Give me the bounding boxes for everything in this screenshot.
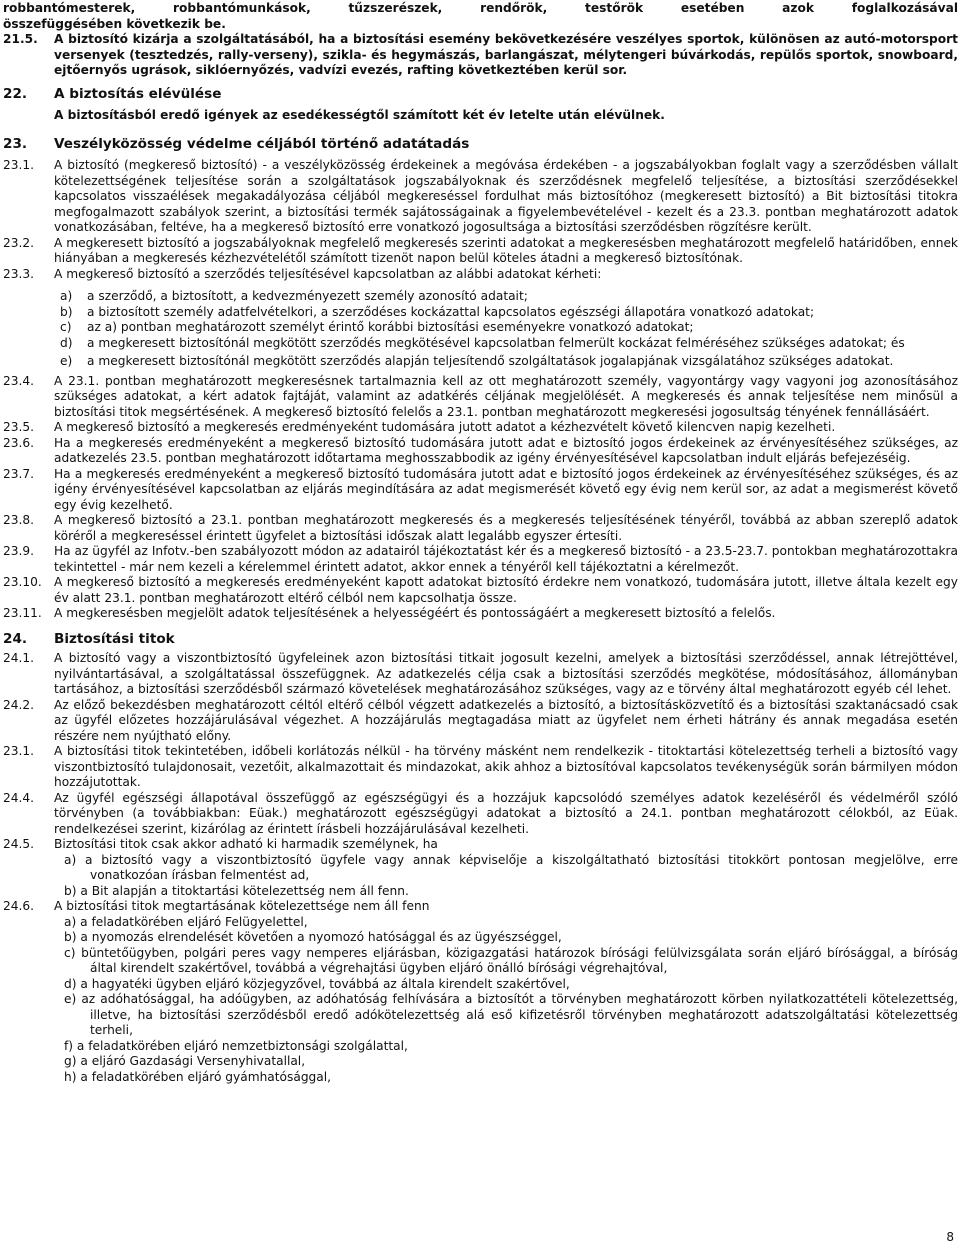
paragraph-text: Az ügyfél egészségi állapotával összefüggő az egészségügyi és a hozzájuk kapcsolódó személyes adatok kezeléséről és védelméről szóló törvényben (a továbbiakban: Eüak.) meghatározott egészségügyi adatokat a biztosító a 24.1. pontban meghatározott célokból, az Eüak. rendelkezései szerint, kizárólag az érintett írásbeli hozzájárulásával kezelheti.: [54, 790, 958, 836]
list-item: [0, 354, 960, 370]
paragraph-text: Ha az ügyfél az Infotv.-ben szabályozott módon az adatairól tájékoztatást kér és a megkereső biztosító - a 23.5-23.7. pontokban meghatározottakra tekintettel - már nem kezeli a kérelemmel érintett adatot, akkor ennek a tényéről kell tájékoztatni a kérelmezőt.: [54, 544, 958, 574]
list-text: a) a feladatkörében eljáró Felügyelettel,: [64, 914, 308, 929]
paragraph-23-5: [0, 420, 960, 436]
section-22-heading: [0, 87, 960, 103]
paragraph-number: 24.4.: [3, 790, 35, 805]
paragraph-number: 23.4.: [3, 373, 35, 388]
list-text: az a) pontban meghatározott személyt érintő korábbi biztosítási eseményekre vonatkozó adatokat;: [87, 320, 694, 334]
list-item: [0, 289, 960, 305]
list-text: e) az adóhatósággal, ha adóügyben, az adóhatóság felhívására a biztosítót a törvényben meghatározott körben nyilatkozattételi kötelezettség, illetve, ha biztosítási szerződésből eredő adókötelezettség alá eső kifizetésről törvényben meghatározott adatszolgáltatási kötelezettség terheli,: [64, 992, 958, 1037]
list-text: h) a feladatkörében eljáró gyámhatósággal,: [64, 1069, 332, 1084]
paragraph-number: 23.1.: [3, 158, 35, 172]
list-item: [0, 320, 960, 336]
list-text: f) a feladatkörében eljáró nemzetbiztonsági szolgálattal,: [64, 1038, 408, 1053]
list-text: a megkeresett biztosítónál megkötött szerződés alapján teljesítendő szolgáltatások jogalapjának vizsgálatához szükséges adatokat.: [87, 354, 894, 368]
top-fragment-line1: robbantómesterek, robbantómunkások, tűzszerészek, rendőrök, testőrök esetében azok foglalkozásával: [3, 1, 958, 15]
paragraph-number: 24.6.: [3, 899, 35, 913]
paragraph-number: 24.5.: [3, 837, 35, 851]
paragraph-text: A biztosítási titok tekintetében, időbeli korlátozás nélkül - ha törvény másként nem rendelkezik - titoktartási kötelezettség terheli a biztosító vagy viszontbiztosító tulajdonosait, vezetőit, alkalmazottait és mindazokat, akik ahhoz a biztosítóval kapcsolatos tevékenységük során bármilyen módon hozzájutottak.: [54, 744, 958, 789]
list-letter: e): [60, 354, 73, 368]
section-21-5: [0, 32, 960, 79]
paragraph-number: 23.3.: [3, 266, 35, 281]
list-letter: b): [60, 304, 73, 319]
list-text: a biztosított személy adatfelvételkori, a szerződéses kockázattal kapcsolatos egészségi állapotára vonatkozó adatokat;: [87, 304, 815, 319]
paragraph-text: A megkereső biztosító a szerződés teljesítésével kapcsolatban az alábbi adatokat kérheti:: [54, 266, 602, 281]
section-text: A biztosításból eredő igények az esedékességtől számított két év letelte után elévülnek.: [54, 108, 665, 122]
list-item: [0, 1054, 960, 1070]
section-number: 23.: [3, 135, 28, 152]
paragraph-number: 23.1.: [3, 744, 35, 758]
section-number: 22.: [3, 85, 28, 102]
list-text: d) a hagyatéki ügyben eljáró közjegyzővel, továbbá az általa kirendelt szakértővel,: [64, 976, 570, 991]
section-number: 24.: [3, 630, 28, 647]
paragraph-24-1: [0, 651, 960, 698]
section-number: 21.5.: [3, 32, 38, 46]
list-item: [0, 305, 960, 321]
paragraph-number: 23.9.: [3, 544, 35, 558]
list-letter: a): [60, 289, 73, 303]
section-23-heading: [0, 137, 960, 153]
top-fragment-line2: összefüggésében következik be.: [3, 16, 226, 31]
paragraph-23-6: [0, 436, 960, 467]
list-text: g) a eljáró Gazdasági Versenyhivatallal,: [64, 1054, 306, 1068]
section-title: A biztosítás elévülése: [54, 85, 222, 102]
section-title: Biztosítási titok: [54, 630, 175, 647]
page-number: 8: [946, 1229, 954, 1244]
paragraph-number: 24.1.: [3, 651, 35, 665]
paragraph-text: A megkereső biztosító a 23.1. pontban meghatározott megkeresés és a megkeresés teljesítésének tényéről, továbbá az abban szereplő adatok köréről a megkereséssel érintett ügyfelet a biztosítási időszak alatt legalább egyszer értesíti.: [54, 513, 958, 543]
paragraph-23-8: [0, 513, 960, 544]
section-text: A biztosító kizárja a szolgáltatásából, ha a biztosítási esemény bekövetkezésére veszélyes sportok, különösen az autó-motorsport versenyek (tesztedzés, rally-verseny), szikla- és hegymászás, barlangászat, mélytengeri búvárkodás, repülős sportok, snowboard, ejtőernyős ugrások, siklóernyőzés, vadvízi evezés, rafting következtében kerül sor.: [54, 32, 958, 77]
paragraph-24-2: [0, 698, 960, 745]
list-letter: d): [60, 335, 73, 350]
section-title: Veszélyközösség védelme céljából történő adatátadás: [54, 135, 470, 152]
paragraph-23-4: [0, 374, 960, 421]
list-text: a) a biztosító vagy a viszontbiztosító ügyfele vagy annak képviselője a kiszolgáltatható biztosítási titokkört pontosan megjelölve, erre vonatkozóan írásban felmentést ad,: [64, 852, 958, 882]
list-item: [0, 853, 960, 884]
paragraph-23-9: [0, 544, 960, 575]
paragraph-text: A megkereső biztosító a megkeresés eredményeként tudomására jutott adatot a kézhezvételt követő kilencven napig kezelheti.: [54, 420, 836, 434]
paragraph-23-1: [0, 158, 960, 236]
paragraph-text: Az előző bekezdésben meghatározott céltól eltérő célból végzett adatkezelés a biztosító, a biztosításközvetítő és a biztosítási szaktanácsadó csak az ügyfél előzetes hozzájárulásával végezhet. A hozzájárulás megtagadása miatt az ügyfelet nem érheti hátrány és annak megadása esetén részére nem nyújtható előny.: [54, 697, 958, 743]
paragraph-23-2: [0, 236, 960, 267]
list-text: a megkeresett biztosítónál megkötött szerződés megkötésével kapcsolatban felmerült kockázat felméréséhez szükséges adatokat; és: [87, 335, 905, 350]
list-23-3: [0, 289, 960, 370]
paragraph-number: 23.6.: [3, 435, 35, 450]
paragraph-number: 23.10.: [3, 575, 42, 589]
list-item: [0, 336, 960, 352]
paragraph-text: Ha a megkeresés eredményeként a megkereső biztosító tudomására jutott adat e biztosító jogos érdekeinek az érvényesítéséhez szükséges, az adatkezelés 23.5. pontban meghatározott időtartama meghosszabbodik az igény érvényesítésével kapcsolatban indult eljárás befejezéséig.: [54, 435, 958, 465]
list-item: [0, 930, 960, 946]
section-24-heading: [0, 632, 960, 648]
list-item: [0, 915, 960, 931]
paragraph-number: 24.2.: [3, 697, 35, 712]
paragraph-text: A megkeresett biztosító a jogszabályoknak megfelelő megkeresés szerinti adatokat a megkeresésben meghatározott megfelelő határidőben, ennek hiányában a megkeresés kézhezvételétől számított tizenöt napon belül köteles átadni a megkereső biztosítónak.: [54, 235, 958, 265]
list-text: b) a nyomozás elrendelését követően a nyomozó hatósággal és az ügyészséggel,: [64, 930, 562, 944]
paragraph-text: Ha a megkeresés eredményeként a megkereső biztosító tudomására jutott adat e biztosító jogos érdekeinek az érvényesítéséhez szükséges, és az igény érvényesítésével kapcsolatban az eljárás megindítására az adat megismerését követő egy évig nem kerül sor, az adat a megismerést követő egy évig kezelhető.: [54, 466, 958, 512]
paragraph-text: A megkeresésben megjelölt adatok teljesítésének a helyességéért és pontosságáért a megkeresett biztosító a felelős.: [54, 606, 776, 620]
section-22-text: [0, 108, 960, 124]
paragraph-23-3: [0, 267, 960, 283]
list-item: [0, 946, 960, 977]
list-text: a szerződő, a biztosított, a kedvezményezett személy azonosító adatait;: [87, 289, 528, 303]
paragraph-text: A megkereső biztosító a megkeresés eredményeként kapott adatokat biztosító érdekre nem vonatkozó, tudomására jutott, illetve általa kezelt egy év alatt 23.1. pontban meghatározott eltérő célból nem kapcsolhatja össze.: [54, 575, 958, 605]
paragraph-number: 23.8.: [3, 513, 35, 527]
paragraph-text: A biztosító (megkereső biztosító) - a veszélyközösség érdekeinek a megóvása érdekében - a jogszabályokban foglalt vagy a szerződésben vállalt kötelezettségének teljesítése során a szolgáltatások jogszabályoknak és szerződésnek megfelelő teljesítése, a biztosítási szerződésekkel kapcsolatos visszaélések megakadályozása céljából megkereséssel fordulhat más biztosítóhoz (megkeresett biztosító) a Bit biztosítási titokra megfogalmazott szabályok szerint, a biztosítási termék sajátosságainak a figyelembevételével - kezelt és a 23.3. pontban meghatározott adatok vonatkozásában, feltéve, ha a megkereső biztosító erre vonatkozó jogosultsága a biztosítási szerződésben rögzítésre került.: [54, 158, 958, 234]
paragraph-24-4: [0, 791, 960, 838]
list-item: [0, 884, 960, 900]
list-item: [0, 1070, 960, 1086]
paragraph-text: A biztosító vagy a viszontbiztosító ügyfeleinek azon biztosítási titkait jogosult kezelni, amelyek a biztosítási szerződéssel, annak létrejöttével, nyilvántartásával, a szolgáltatással összefüggnek. Az adatkezelés célja csak a biztosítási szerződés megkötése, módosításához, állományban tartásához, a biztosítási szerződésből származó követelések meghatározásához szükséges, vagy az e törvény által meghatározott egyéb cél lehet.: [54, 651, 958, 696]
paragraph-24-5: [0, 837, 960, 853]
paragraph-23-10: [0, 575, 960, 606]
list-text: c) büntetőügyben, polgári peres vagy nemperes eljárásban, közigazgatási határozok bírósági felülvizsgálata során eljáró bírósággal, a bíróság által kirendelt szakértővel, továbbá a végrehajtási ügyben eljáró önálló bírósági végrehajtóval,: [64, 945, 958, 975]
list-text: b) a Bit alapján a titoktartási kötelezettség nem áll fenn.: [64, 883, 409, 898]
paragraph-24-6: [0, 899, 960, 915]
paragraph-24-3: [0, 744, 960, 791]
paragraph-number: 23.5.: [3, 420, 35, 434]
paragraph-text: Biztosítási titok csak akkor adható ki harmadik személynek, ha: [54, 837, 438, 851]
paragraph-23-7: [0, 467, 960, 514]
list-item: [0, 992, 960, 1039]
paragraph-text: A 23.1. pontban meghatározott megkeresésnek tartalmaznia kell az ott meghatározott személy, vagyontárgy vagy vagyoni jog azonosításához szükséges adatokat, a kért adatok fajtáját, valamint az adatkérés céljának megjelölését. A megkeresés és annak teljesítése nem minősül a biztosítási titok megsértésének. A megkereső biztosító felelős a 23.1. pontban meghatározott megkeresési jogosultság tényének fennállásáért.: [54, 373, 958, 419]
paragraph-number: 23.7.: [3, 466, 35, 481]
top-fragment: [0, 0, 960, 32]
list-item: [0, 1039, 960, 1055]
list-item: [0, 977, 960, 993]
paragraph-number: 23.2.: [3, 235, 35, 250]
list-letter: c): [60, 320, 72, 334]
paragraph-number: 23.11.: [3, 606, 42, 620]
paragraph-text: A biztosítási titok megtartásának kötelezettsége nem áll fenn: [54, 899, 430, 913]
paragraph-23-11: [0, 606, 960, 622]
